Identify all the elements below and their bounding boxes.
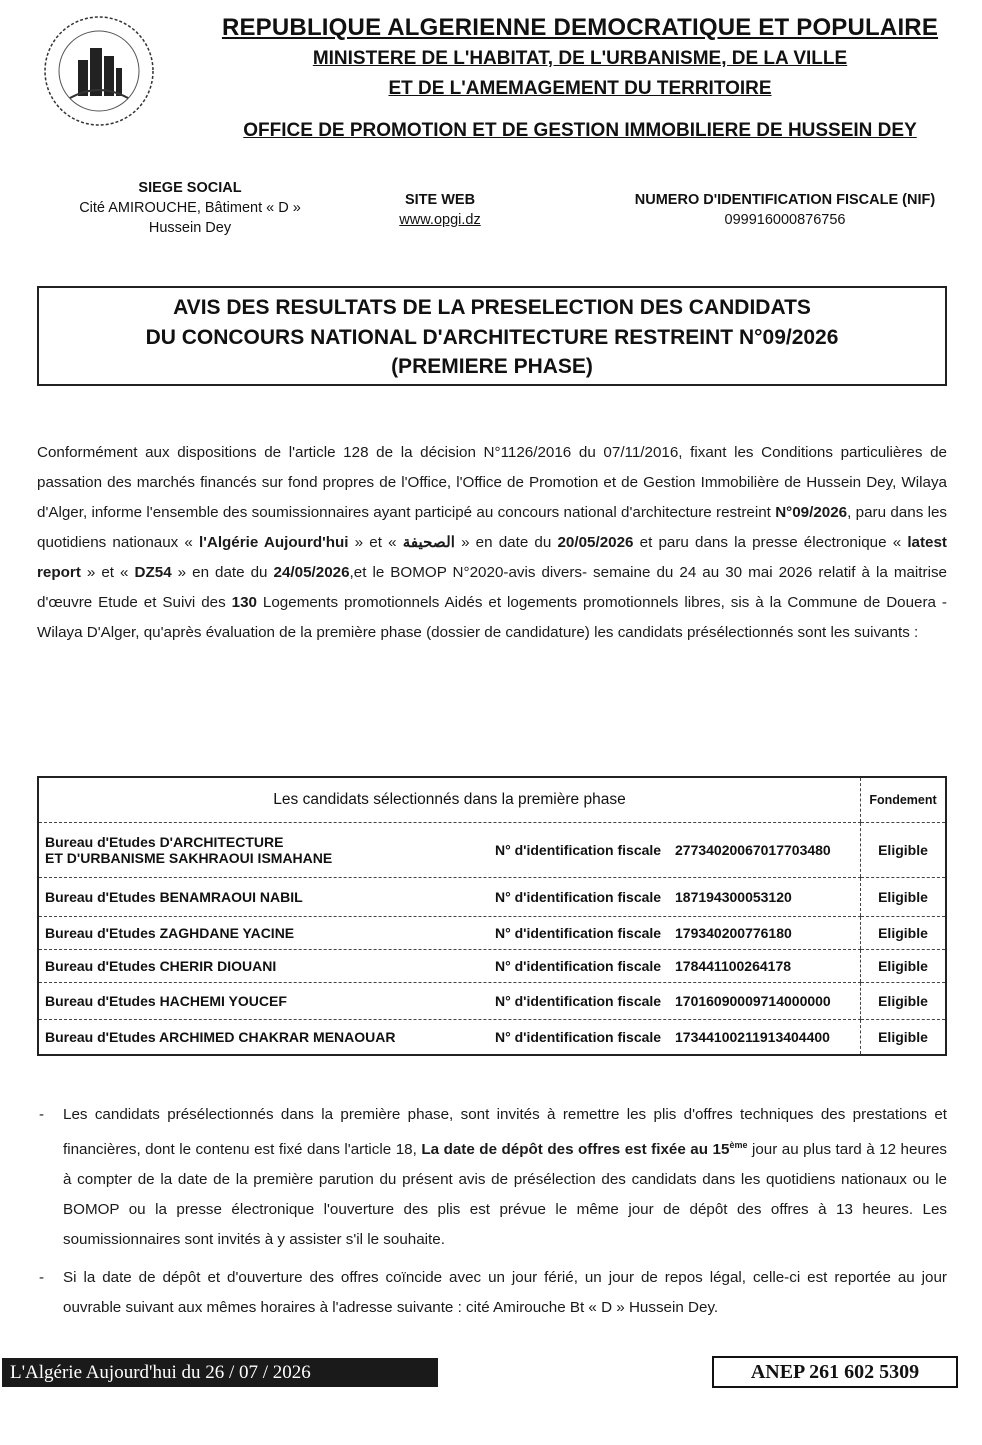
bullet-text-bold: La date de dépôt des offres est fixée au 15 [421, 1141, 730, 1159]
header-office: OFFICE DE PROMOTION ET DE GESTION IMMOBILIERE DE HUSSEIN DEY [243, 120, 917, 141]
site-label: SITE WEB [404, 192, 476, 208]
body-text-segment: Logements promotionnels Aidés et logements promotionnels libres, sis à la Commune de Douera -Wilaya D'Alger, qu'après évaluation de la première phase (dossier de candidature) les candidats présélectionnés sont les suivants : [37, 594, 947, 641]
candidate-name: Bureau d'Etudes D'ARCHITECTURE [45, 834, 284, 850]
body-text-segment: » en date du [171, 564, 274, 581]
header-ministere-cont: ET DE L'AMEMAGEMENT DU TERRITOIRE [388, 78, 772, 99]
siege-address: Cité AMIROUCHE, Bâtiment « D » [79, 200, 301, 216]
bullet-text: jour au plus tard à 12 heures à compter de la date de la première parution du présent avis de présélection des candidats dans les quotidiens nationaux ou le BOMOP ou la presse électronique l'ouverture des plis est prévue le même jour de dépôt des offres à 13 heures. Les soumissionnaires sont invités à y assister s'il le souhaite. [63, 1141, 947, 1249]
candidate-status: Eligible [861, 1020, 946, 1055]
bullet-sup: ème [729, 1140, 748, 1150]
body-text-segment: , paru dans les quotidiens nationaux « [37, 504, 947, 551]
candidate-status: Eligible [861, 950, 946, 983]
publication-stamp: L'Algérie Aujourd'hui du 26 / 07 / 2026 [2, 1358, 438, 1387]
body-text-segment: » et « [348, 534, 403, 551]
table-row [39, 983, 945, 1020]
bullet-text: Si la date de dépôt et d'ouverture des offres coïncide avec un jour férié, un jour de repos légal, celle-ci est reportée au jour ouvrable suivant aux mêmes horaires à l'adresse suivante : cité Amirouche Bt « D » Hussein Dey. [63, 1269, 947, 1317]
bullet-item [37, 1100, 947, 1255]
body-text-bold: N°09/2026 [775, 504, 848, 521]
nif-label: NUMERO D'IDENTIFICATION FISCALE (NIF) [634, 192, 936, 208]
body-text-bold: 20/05/2026 [557, 534, 634, 551]
opgi-seal-logo [40, 12, 158, 130]
nif-label-cell: N° d'identification fiscale [495, 958, 662, 974]
candidate-name: Bureau d'Etudes BENAMRAOUI NABIL [45, 889, 303, 905]
table-header-fondement: Fondement [861, 778, 946, 823]
siege-label: SIEGE SOCIAL [138, 180, 242, 196]
nif-value: 099916000876756 [724, 212, 846, 228]
bullet-list [37, 1100, 947, 1331]
candidate-nif: 179340200776180 [675, 925, 792, 941]
body-text-bold: DZ54 [134, 564, 172, 581]
body-text-segment: ,et le BOMOP N°2020-avis divers- semaine du 24 au 30 mai 2026 relatif à la maitrise d'œuvre Etude et Suivi des [37, 564, 947, 611]
site-link[interactable]: www.opgi.dz [399, 212, 481, 228]
nif-label-cell: N° d'identification fiscale [495, 1029, 662, 1045]
body-text-segment: et paru dans la presse électronique « [633, 534, 908, 551]
table-row [39, 950, 945, 983]
body-text-bold: l'Algérie Aujourd'hui [199, 534, 349, 551]
bullet-text: Les candidats présélectionnés dans la première phase, sont invités à remettre les plis d'offres techniques des prestations et financières, dont le contenu est fixé dans l'article 18, [63, 1106, 947, 1159]
candidate-nif: 17016090009714000000 [675, 993, 831, 1009]
body-text-bold: 24/05/2026 [273, 564, 350, 581]
candidate-name-cont: ET D'URBANISME SAKHRAOUI ISMAHANE [45, 850, 333, 866]
nif-label-cell: N° d'identification fiscale [495, 842, 662, 858]
candidate-status: Eligible [861, 917, 946, 950]
table-row [39, 1020, 945, 1055]
body-text-bold: latest report [37, 534, 947, 581]
candidate-name: Bureau d'Etudes ARCHIMED CHAKRAR MENAOUAR [45, 1029, 396, 1045]
candidate-nif: 178441100264178 [675, 958, 792, 974]
candidate-status: Eligible [861, 983, 946, 1020]
nif-label-cell: N° d'identification fiscale [495, 925, 662, 941]
nif-block [600, 190, 970, 230]
table-header-row [39, 778, 945, 823]
body-text-bold: الصحيفة [402, 534, 455, 551]
notice-title-box [37, 286, 947, 386]
bullet-dot-icon: - [39, 1269, 45, 1287]
header-republique: REPUBLIQUE ALGERIENNE DEMOCRATIQUE ET POPULAIRE [221, 14, 939, 41]
table-header-candidates: Les candidats sélectionnés dans la première phase [39, 778, 861, 823]
siege-social-block [60, 178, 320, 238]
notice-body-paragraph [37, 438, 947, 648]
table-row [39, 823, 945, 878]
candidate-nif: 17344100211913404400 [675, 1029, 830, 1045]
bullet-dot-icon: - [39, 1106, 45, 1123]
siege-city: Hussein Dey [148, 220, 232, 236]
notice-title-line2: DU CONCOURS NATIONAL D'ARCHITECTURE RESTREINT N°09/2026 [145, 326, 839, 349]
anep-reference: ANEP 261 602 5309 [712, 1356, 958, 1388]
body-text-segment: Conformément aux dispositions de l'article 128 de la décision N°1126/2016 du 07/11/2016, fixant les Conditions particulières de passation des marchés financés sur fond propres de l'Office, l'Office de Promotion et de Gestion Immobilière de Hussein Dey, Wilaya d'Alger, informe l'ensemble des soumissionnaires ayant participé au concours national d'architecture restreint [37, 444, 947, 521]
nif-label-cell: N° d'identification fiscale [495, 993, 662, 1009]
body-text-segment: » en date du [454, 534, 558, 551]
notice-title-line1: AVIS DES RESULTATS DE LA PRESELECTION DES CANDIDATS [173, 296, 811, 319]
site-web-block [350, 190, 530, 230]
notice-title-line3: (PREMIERE PHASE) [391, 355, 593, 378]
candidate-nif: 187194300053120 [675, 889, 792, 905]
candidate-name: Bureau d'Etudes HACHEMI YOUCEF [45, 993, 287, 1009]
candidates-table [37, 776, 947, 1056]
bullet-item [37, 1263, 947, 1323]
table-row [39, 917, 945, 950]
candidate-name: Bureau d'Etudes CHERIR DIOUANI [45, 958, 277, 974]
nif-label-cell: N° d'identification fiscale [495, 889, 662, 905]
table-row [39, 878, 945, 917]
candidate-status: Eligible [861, 878, 946, 917]
body-text-bold: 130 [231, 594, 257, 611]
header-ministere: MINISTERE DE L'HABITAT, DE L'URBANISME, DE LA VILLE [312, 48, 848, 69]
candidate-status: Eligible [861, 823, 946, 878]
body-text-segment: » et « [80, 564, 135, 581]
candidate-nif: 27734020067017703480 [675, 842, 831, 858]
candidate-name: Bureau d'Etudes ZAGHDANE YACINE [45, 925, 295, 941]
